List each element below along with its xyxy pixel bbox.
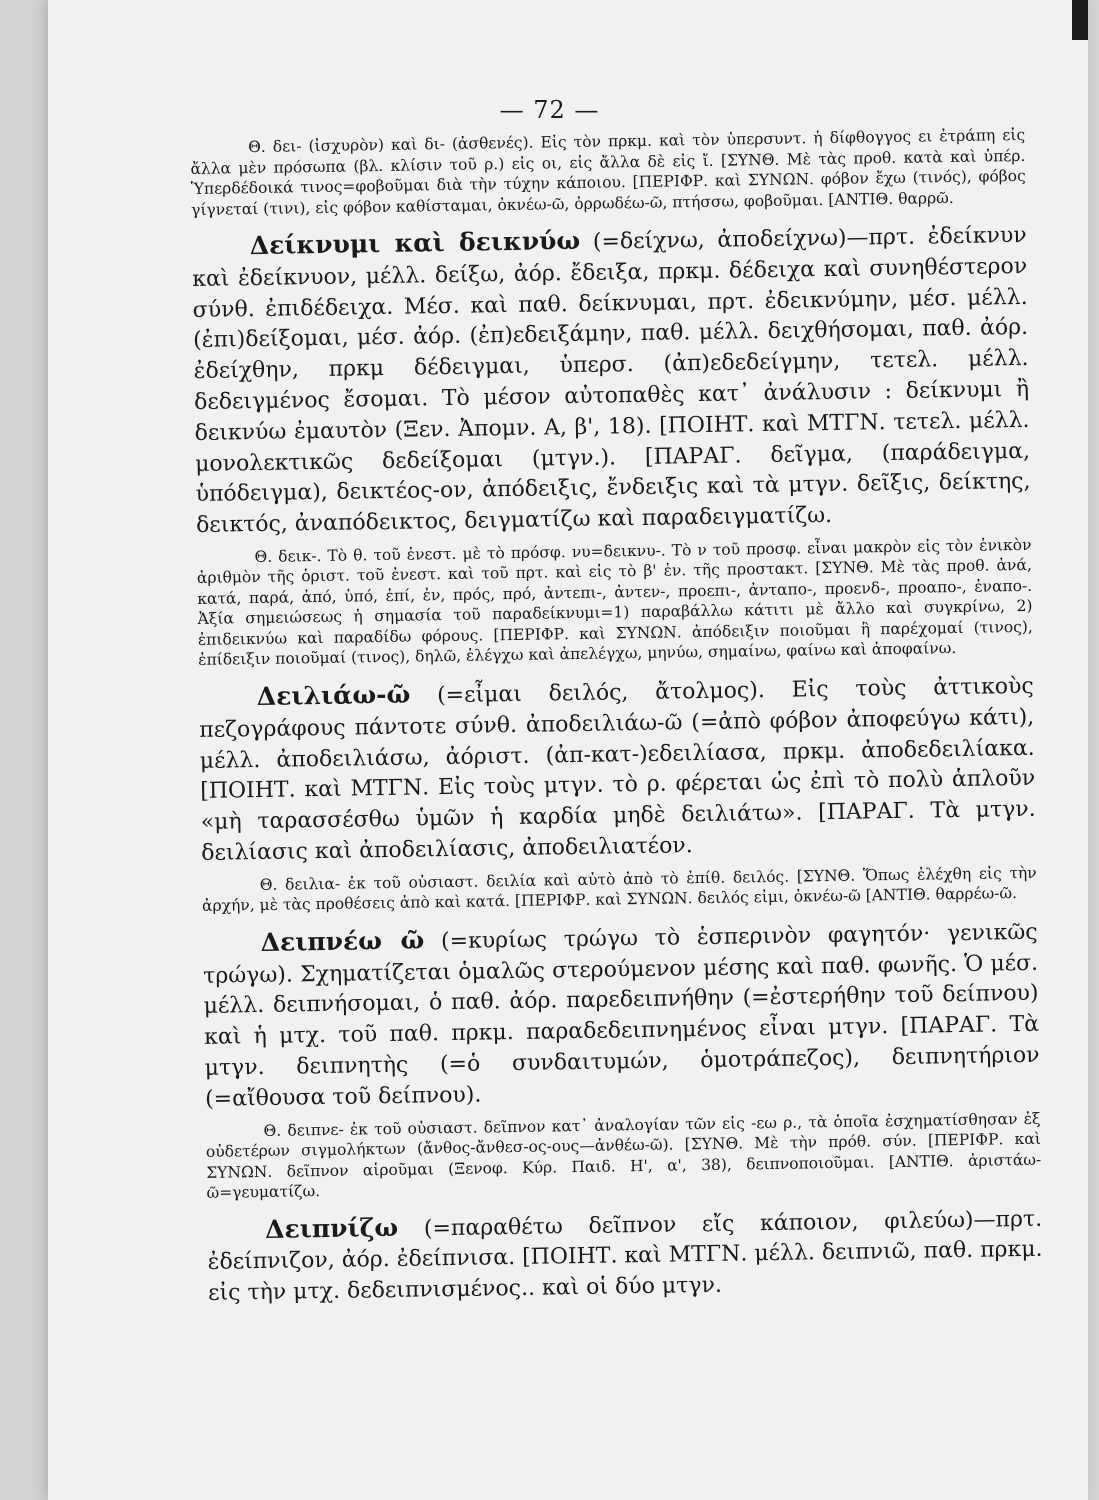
headword: Δειπνίζω [264,1212,399,1244]
entry-deipnizo [207,1202,1043,1309]
page-number: — 72 — [499,96,600,124]
headword: Δειπνέω ῶ [260,925,425,957]
entry-body: (=δείχνω, ἀποδείχνω)—πρτ. ἐδείκνυν καὶ ἐδείκνυον, μέλλ. δείξω, ἀόρ. ἔδειξα, πρκμ. δέδειχα καὶ συνηθέστερον σύνθ. ἐπιδέδειχα. Μέσ. καὶ παθ. δείκνυμαι, πρτ. ἐδεικνύμην, μέσ. μέλλ. (ἐπι)δείξομαι, μέσ. ἀόρ. (ἐπ)εδειξάμην, παθ. μέλλ. δειχθήσομαι, παθ. ἀόρ. ἐδείχθην, πρκμ δέδειγμαι, ὑπερσ. (ἀπ)εδεδείγμην, τετελ. μέλλ. δεδειγμένος ἔσομαι. Τὸ μέσον αὐτοπαθὲς κατ᾽ ἀνάλυσιν : δείκνυμι ἢ δεικνύω ἐμαυτὸν (Ξεν. Ἀπομν. Α, β', 18). [ΠΟΙΗΤ. καὶ ΜΤΓΝ. τετελ. μέλλ. μονολεκτικῶς δεδείξομαι (μτγν.). [ΠΑΡΑΓ. δεῖγμα, (παράδειγμα, ὑπόδειγμα), δεικτέος-ον, ἀπόδειξις, ἔνδειξις καὶ τὰ μτγν. δεῖξις, δείκτης, δεικτός, ἀναπόδεικτος, δειγματίζω καὶ παραδειγματίζω. [192,222,1031,539]
page-content [190,125,1043,1310]
etymology-note-4: Θ. δειπνε- ἐκ τοῦ οὐσιαστ. δεῖπνον κατ᾽ ἀναλογίαν τῶν εἰς -εω ρ., τὰ ὁποῖα ἐσχηματίσθησαν ἐξ οὐδετέρων σιγμολήκτων (ἄνθος-ἄνθεσ-ος-ους—ἀνθέω-ῶ). [ΣΥΝΘ. Μὲ τὴν πρόθ. σύν. [ΠΕΡΙΦΡ. καὶ ΣΥΝΩΝ. δεῖπνον αἱροῦμαι (Ξενοφ. Κύρ. Παιδ. Η', α', 38), δειπνοποιοῦμαι. [ΑΝΤΙΘ. ἀριστάω-ῶ=γευματίζω. [205,1109,1042,1202]
headword: Δειλιάω-ῶ [256,679,411,711]
etymology-note-3: Θ. δειλια- ἐκ τοῦ οὐσιαστ. δειλία καὶ αὐτὸ ἀπὸ τὸ ἐπίθ. δειλός. [ΣΥΝΘ. Ὅπως ἐλέχθη εἰς τὴν ἀρχήν, μὲ τὰς προθέσεις ἀπὸ καὶ κατά. [ΠΕΡΙΦΡ. καὶ ΣΥΝΩΝ. δειλός εἰμι, ὀκνέω-ῶ [ΑΝΤΙΘ. θαρρέω-ῶ. [201,863,1037,916]
entry-deiliao [199,670,1037,870]
entry-body: (=εἶμαι δειλός, ἄτολμος). Εἰς τοὺς ἀττικοὺς πεζογράφους πάντοτε σύνθ. ἀποδειλιάω-ῶ (=ἀπὸ φόβον ἀποφεύγω κάτι), μέλλ. ἀποδειλιάσω, ἀόριστ. (ἀπ-κατ-)εδειλίασα, πρκμ. ἀποδεδειλίακα. [ΠΟΙΗΤ. καὶ ΜΤΓΝ. Εἰς τοὺς μτγν. τὸ ρ. φέρεται ὡς ἐπὶ τὸ πολὺ ἁπλοῦν «μὴ ταρασσέσθω ὑμῶν ἡ καρδία μηδὲ δειλιάτω». [ΠΑΡΑΓ. Τὰ μτγν. δειλίασις καὶ ἀποδειλίασις, ἀποδειλιατέον. [199,673,1036,866]
entry-deipneo [202,916,1040,1116]
etymology-note-2: Θ. δεικ-. Τὸ θ. τοῦ ἐνεστ. μὲ τὸ πρόσφ. νυ=δεικνυ-. Τὸ ν τοῦ προσφ. εἶναι μακρὸν εἰς τὸν ἑνικὸν ἀριθμὸν τῆς ὁριστ. τοῦ ἐνεστ. καὶ τοῦ πρτ. καὶ εἰς τὸ β' ἑν. τῆς προστακτ. [ΣΥΝΘ. Μὲ τὰς προθ. ἀνά, κατά, παρά, ἀπό, ὑπό, ἐπί, ἐν, πρός, πρό, ἀντεπι-, ἀντεν-, προεπι-, ἀνταπο-, προενδ-, προαπο-, ἐναπο-. Ἀξία σημειώσεως ἡ σημασία τοῦ παραδείκνυμι=1) παραβάλλω κάτιτι μὲ ἄλλο καὶ συγκρίνω, 2) ἐπιδεικνύω καὶ παραδίδω φόρους. [ΠΕΡΙΦΡ. καὶ ΣΥΝΩΝ. ἀπόδειξιν ποιοῦμαι ἢ παρέχομαί (τινος), ἐπίδειξιν ποιοῦμαί (τινος), δηλῶ, ἐλέγχω καὶ ἀπελέγχω, μηνύω, σημαίνω, φαίνω καὶ ἀποφαίνω. [196,535,1033,670]
entry-deiknymi [191,219,1031,542]
etymology-note-1: Θ. δει- (ἰσχυρὸν) καὶ δι- (ἀσθενές). Εἰς τὸν πρκμ. καὶ τὸν ὑπερσυντ. ἡ δίφθογγος ει ἐτράπη εἰς ἄλλα μὲν πρόσωπα (βλ. κλίσιν τοῦ ρ.) εἰς οι, εἰς ἄλλα δὲ εἰς ἴ. [ΣΥΝΘ. Μὲ τὰς προθ. κατὰ καὶ ὑπέρ. Ὑπερδέδοικά τινος=φοβοῦμαι διὰ τὴν τύχην κάποιου. [ΠΕΡΙΦΡ. καὶ ΣΥΝΩΝ. φόβον ἔχω (τινός), φόβος γίγνεταί (τινι), εἰς φόβον καθίσταμαι, ὀκνέω-ῶ, ὀρρωδέω-ῶ, πτήσσω, φοβοῦμαι. [ΑΝΤΙΘ. θαρρῶ. [190,125,1026,219]
headword: Δείκνυμι καὶ δεικνύω [249,225,581,261]
entry-body: (=παραθέτω δεῖπνον εἴς κάποιον, φιλεύω)—πρτ. ἐδείπνιζον, ἀόρ. ἐδείπνισα. [ΠΟΙΗΤ. καὶ ΜΤΓΝ. μέλλ. δειπνιῶ, παθ. πρκμ. εἰς τὴν μτχ. δεδειπνισμένος.. καὶ οἱ δύο μτγν. [207,1206,1043,1306]
scan-corner-mark [1072,0,1088,40]
entry-body: (=κυρίως τρώγω τὸ ἑσπερινὸν φαγητόν· γενικῶς τρώγω). Σχηματίζεται ὁμαλῶς στερούμενον μέσης καὶ παθ. φωνῆς. Ὁ μέσ. μέλλ. δειπνήσομαι, ὁ παθ. ἀόρ. παρεδειπνήθην (=ἐστερήθην τοῦ δείπνου) καὶ ἡ μτχ. τοῦ παθ. πρκμ. παραδεδειπνημένος εἶναι μτγν. [ΠΑΡΑΓ. Τὰ μτγν. δειπνητὴς (=ὁ συνδαιτυμών, ὁμοτράπεζος), δειπνητήριον (=αἴθουσα τοῦ δείπνου). [202,919,1040,1112]
